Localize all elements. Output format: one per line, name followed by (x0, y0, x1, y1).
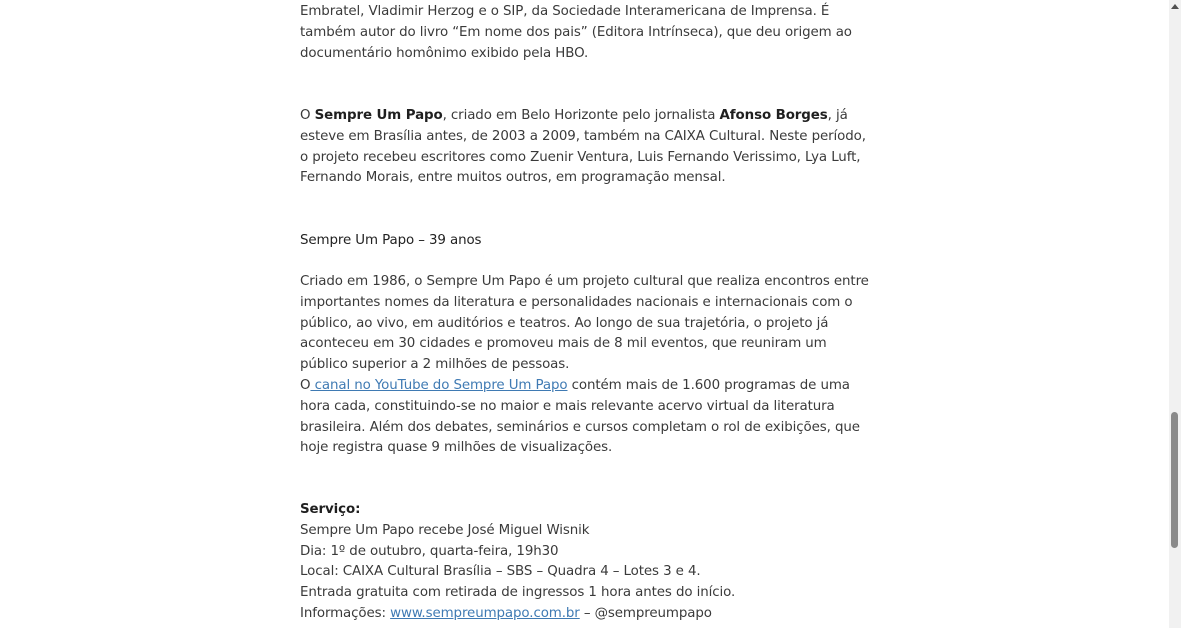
scroll-up-arrow-icon[interactable] (1171, 4, 1179, 9)
text-segment: O (300, 108, 315, 123)
website-link[interactable]: www.sempreumpapo.com.br (390, 605, 580, 621)
service-info (300, 500, 870, 625)
paragraph-youtube-channel (300, 376, 870, 459)
service-label: Serviço: (300, 502, 361, 517)
vertical-scrollbar[interactable] (1169, 0, 1181, 628)
section-heading: Sempre Um Papo – 39 anos (300, 233, 482, 248)
text-segment: – @sempreumpapo (579, 605, 712, 621)
text-segment: contém mais de 1.600 programas de uma hora cada, constituindo-se no maior e mais relevante acervo virtual da literatura brasileira. Além dos debates, seminários e cursos completam o rol de exibições, que hoje registra quase 9 milhões de visualizações. (300, 378, 860, 456)
paragraph-author-bio: Embratel, Vladimir Herzog e o SIP, da Sociedade Interamericana de Imprensa. É também autor do livro “Em nome dos pais” (Editora Intrínseca), que deu origem ao documentário homônimo exibido pela HBO. (300, 4, 852, 61)
service-date: Dia: 1º de outubro, quarta-feira, 19h30 (300, 543, 559, 559)
text-segment: O (300, 378, 311, 393)
scrollbar-thumb[interactable] (1171, 412, 1178, 548)
service-info-line (300, 604, 870, 625)
service-event: Sempre Um Papo recebe José Miguel Wisnik (300, 522, 590, 538)
text-segment: Informações: (300, 605, 391, 621)
service-entry: Entrada gratuita com retirada de ingressos 1 hora antes do início. (300, 585, 736, 601)
bold-journalist-name: Afonso Borges (719, 108, 828, 123)
paragraph-sempre-um-papo (300, 106, 870, 189)
text-segment: , criado em Belo Horizonte pelo jornalista (442, 108, 720, 123)
service-location: Local: CAIXA Cultural Brasília – SBS – Quadra 4 – Lotes 3 e 4. (300, 564, 701, 580)
bold-project-name: Sempre Um Papo (314, 108, 443, 123)
youtube-channel-link[interactable]: canal no YouTube do Sempre Um Papo (310, 378, 568, 393)
paragraph-history: Criado em 1986, o Sempre Um Papo é um projeto cultural que realiza encontros entre importantes nomes da literatura e personalidades nacionais e internacionais com o público, ao vivo, em auditórios e teatros. Ao longo de sua trajetória, o projeto já aconteceu em 30 cidades e promoveu mais de 8 mil eventos, que reuniram um público superior a 2 milhões de pessoas. (300, 274, 869, 373)
text-segment: , já esteve em Brasília antes, de 2003 a 2009, também na CAIXA Cultural. Neste período, o projeto recebeu escritores como Zuenir Ventura, Luis Fernando Verissimo, Lya Luft, Fernando Morais, entre muitos outros, em programação mensal. (300, 108, 866, 186)
